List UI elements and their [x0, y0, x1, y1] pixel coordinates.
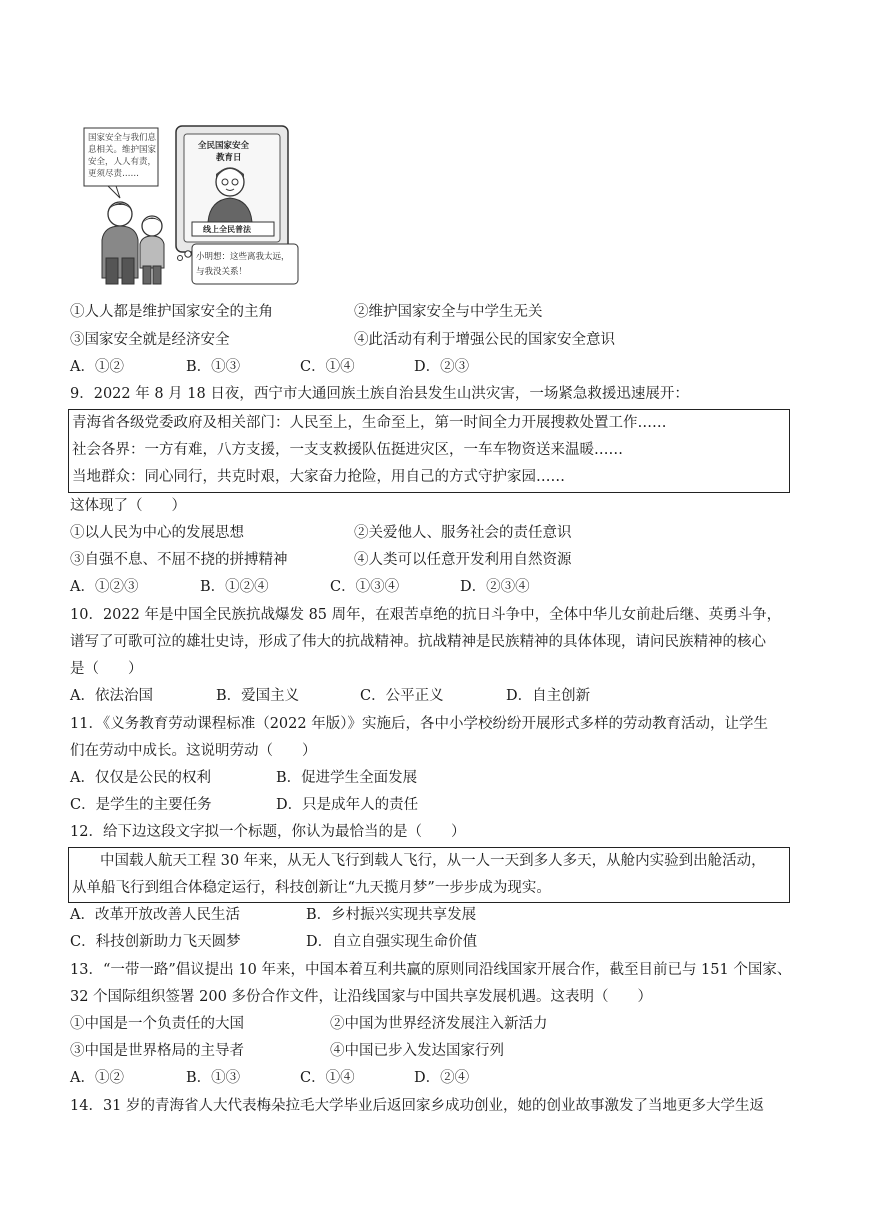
- board-title-line: 全民国家安全: [198, 141, 250, 151]
- q11-choice-c[interactable]: C．是学生的主要任务: [70, 797, 212, 813]
- q10-choice-c[interactable]: C．公平正义: [360, 688, 444, 704]
- q10-stem-line: 10．2022 年是中国全民族抗战爆发 85 周年，在艰苦卓绝的抗日斗争中，全体中华儿女前赴后继、英勇斗争，: [70, 607, 782, 623]
- speech-left-line: 更须尽责……: [88, 169, 140, 179]
- q12-choice-a[interactable]: A．改革开放改善人民生活: [70, 907, 240, 923]
- q8-option-2: ②维护国家安全与中学生无关: [354, 304, 543, 320]
- q9-choice-a[interactable]: A．①②③: [70, 579, 139, 595]
- q13-option-1: ①中国是一个负责任的大国: [70, 1016, 244, 1032]
- q10-choice-d[interactable]: D．自主创新: [506, 688, 591, 704]
- q9-material-line: 青海省各级党委政府及相关部门：人民至上，生命至上，第一时间全力开展搜救处置工作……: [72, 415, 667, 431]
- q9-option-2: ②关爱他人、服务社会的责任意识: [354, 525, 572, 541]
- q9-ask: 这体现了（ ）: [70, 498, 186, 514]
- board-title-line: 教育日: [216, 153, 242, 163]
- q12-stem: 12．给下边这段文字拟一个标题，你认为最恰当的是（ ）: [70, 824, 466, 840]
- q13-stem-line: 13．“一带一路”倡议提出 10 年来，中国本着互利共赢的原则同沿线国家开展合作，截至目前已与 151 个国家、: [70, 962, 792, 978]
- q13-choice-b[interactable]: B．①③: [186, 1070, 241, 1086]
- q9-option-4: ④人类可以任意开发利用自然资源: [354, 552, 572, 568]
- q11-choice-a[interactable]: A．仅仅是公民的权利: [70, 770, 211, 786]
- q8-option-4: ④此活动有利于增强公民的国家安全意识: [354, 332, 615, 348]
- q13-option-4: ④中国已步入发达国家行列: [330, 1043, 504, 1059]
- board-subtitle: 线上全民普法: [203, 225, 251, 234]
- q8-choice-a[interactable]: A．①②: [70, 359, 124, 375]
- q11-choice-d[interactable]: D．只是成年人的责任: [276, 797, 419, 813]
- q14-stem-line: 14．31 岁的青海省人大代表梅朵拉毛大学毕业后返回家乡成功创业，她的创业故事激发了当地更多大学生返: [70, 1098, 765, 1114]
- q11-choice-b[interactable]: B．促进学生全面发展: [276, 770, 418, 786]
- q13-stem-line: 32 个国际组织签署 200 多份合作文件，让沿线国家与中国共享发展机遇。这表明（ ）: [70, 989, 652, 1005]
- q13-option-2: ②中国为世界经济发展注入新活力: [330, 1016, 548, 1032]
- q11-stem-line: 11．《义务教育劳动课程标准（2022 年版）》实施后，各中小学校纷纷开展形式多样的劳动教育活动，让学生: [70, 716, 768, 732]
- q12-choice-c[interactable]: C．科技创新助力飞天圆梦: [70, 934, 241, 950]
- q9-choice-c[interactable]: C．①③④: [330, 579, 400, 595]
- q10-choice-a[interactable]: A．依法治国: [70, 688, 153, 704]
- q8-choice-d[interactable]: D．②③: [414, 359, 470, 375]
- q12-material-line: 从单船飞行到组合体稳定运行，科技创新让“九天揽月梦”一步步成为现实。: [72, 880, 551, 896]
- q11-stem-line: 们在劳动中成长。这说明劳动（ ）: [70, 743, 317, 759]
- q13-choice-c[interactable]: C．①④: [300, 1070, 355, 1086]
- q9-choice-d[interactable]: D．②③④: [460, 579, 530, 595]
- speech-left-line: 安全，人人有责，: [88, 157, 157, 167]
- q9-stem: 9．2022 年 8 月 18 日夜，西宁市大通回族土族自治县发生山洪灾害，一场紧急救援迅速展开：: [70, 386, 689, 402]
- q9-option-3: ③自强不息、不屈不挠的拼搏精神: [70, 552, 288, 568]
- speech-left-line: 息相关。维护国家: [88, 145, 157, 155]
- q8-option-3: ③国家安全就是经济安全: [70, 332, 230, 348]
- q10-choice-b[interactable]: B．爱国主义: [216, 688, 300, 704]
- q12-material-line: 中国载人航天工程 30 年来，从无人飞行到载人飞行，从一人一天到多人多天，从舱内实验到出舱活动，: [100, 853, 766, 869]
- q9-option-1: ①以人民为中心的发展思想: [70, 525, 244, 541]
- q8-choice-b[interactable]: B．①③: [186, 359, 241, 375]
- q13-option-3: ③中国是世界格局的主导者: [70, 1043, 244, 1059]
- q13-choice-a[interactable]: A．①②: [70, 1070, 124, 1086]
- q10-stem-line: 谱写了可歌可泣的雄壮史诗，形成了伟大的抗战精神。抗战精神是民族精神的具体体现，请问民族精神的核心: [70, 634, 766, 650]
- q9-material-line: 当地群众：同心同行，共克时艰，大家奋力抢险，用自己的方式守护家园……: [72, 469, 565, 485]
- q10-stem-line: 是（ ）: [70, 661, 143, 677]
- q13-choice-d[interactable]: D．②④: [414, 1070, 470, 1086]
- thought-line: 与我没关系！: [196, 267, 248, 277]
- q12-choice-b[interactable]: B．乡村振兴实现共享发展: [306, 907, 477, 923]
- q8-choice-c[interactable]: C．①④: [300, 359, 355, 375]
- q8-option-1: ①人人都是维护国家安全的主角: [70, 304, 273, 320]
- q12-choice-d[interactable]: D．自立自强实现生命价值: [306, 934, 478, 950]
- national-security-cartoon: [80, 118, 302, 290]
- thought-line: 小明想：这些离我太远，: [196, 252, 290, 262]
- q9-choice-b[interactable]: B．①②④: [200, 579, 269, 595]
- q9-material-line: 社会各界：一方有难，八方支援，一支支救援队伍挺进灾区，一车车物资送来温暖……: [72, 442, 623, 458]
- speech-left-line: 国家安全与我们息: [88, 133, 157, 143]
